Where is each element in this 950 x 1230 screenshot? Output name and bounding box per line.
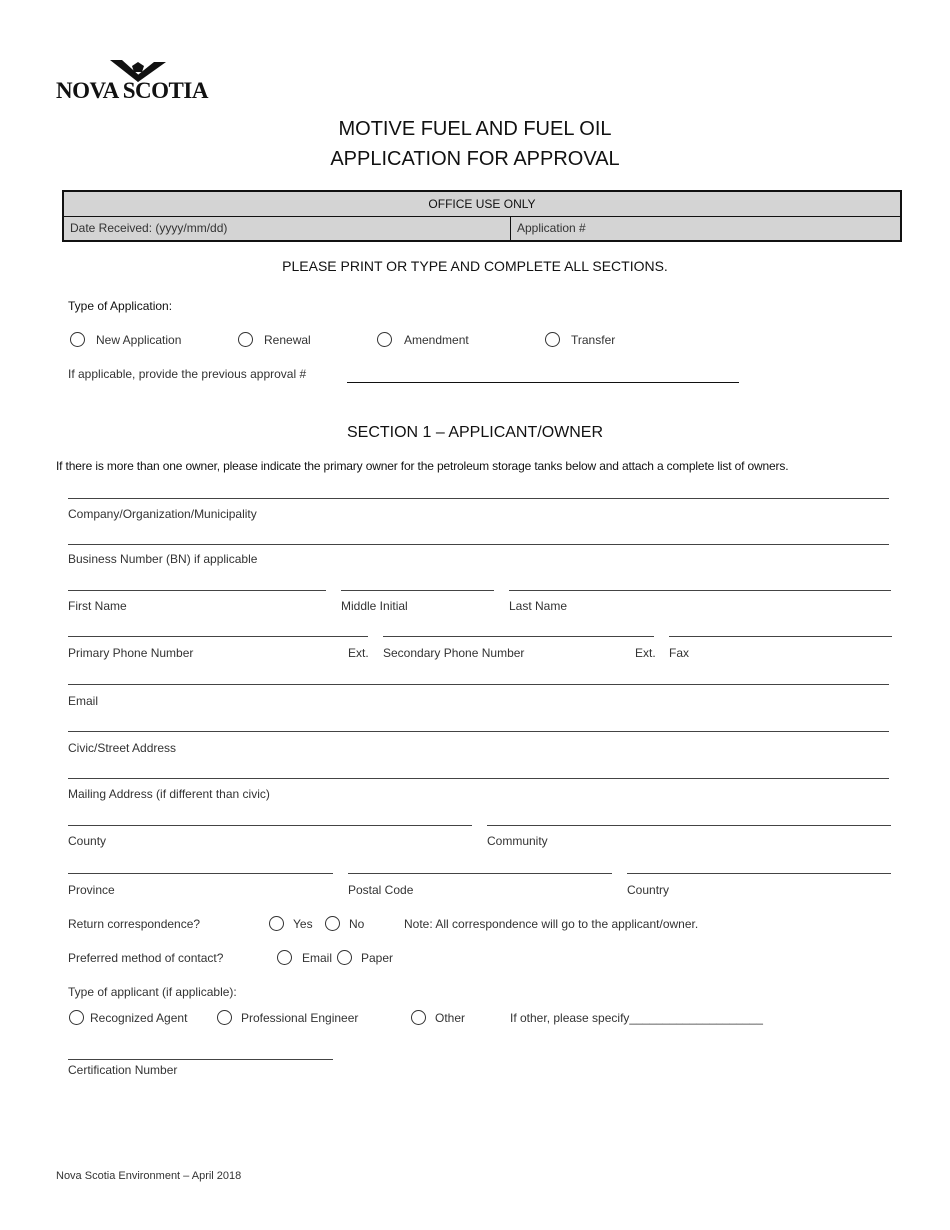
email-label: Email [68, 694, 99, 708]
radio-return-no[interactable] [325, 916, 340, 931]
form-title-line2: APPLICATION FOR APPROVAL [330, 148, 620, 170]
first-name-label: First Name [68, 599, 127, 613]
radio-contact-email[interactable] [277, 950, 292, 965]
footer-text: Nova Scotia Environment – April 2018 [56, 1170, 242, 1182]
last-name-label: Last Name [509, 599, 568, 613]
community-input[interactable] [487, 825, 891, 826]
mailing-address-label: Mailing Address (if different than civic) [68, 787, 270, 801]
form-title-line1: MOTIVE FUEL AND FUEL OIL [338, 118, 612, 140]
previous-approval-input[interactable] [347, 382, 739, 383]
company-label: Company/Organization/Municipality [68, 507, 257, 521]
previous-approval-label: If applicable, provide the previous approval # [68, 367, 307, 381]
postal-code-label: Postal Code [348, 883, 414, 897]
country-label: Country [627, 883, 670, 897]
civic-address-input[interactable] [68, 731, 889, 732]
business-number-input[interactable] [68, 544, 889, 545]
option-label-new-application: New Application [96, 333, 182, 347]
primary-phone-label: Primary Phone Number [68, 646, 194, 660]
province-input[interactable] [68, 873, 333, 874]
certification-number-input[interactable] [68, 1059, 333, 1060]
return-correspondence-label: Return correspondence? [68, 917, 201, 931]
option-label-transfer: Transfer [571, 333, 616, 347]
radio-new-application[interactable] [70, 332, 85, 347]
community-label: Community [487, 834, 548, 848]
radio-return-yes[interactable] [269, 916, 284, 931]
email-input[interactable] [68, 684, 889, 685]
preferred-contact-label: Preferred method of contact? [68, 951, 224, 965]
instructions-heading: PLEASE PRINT OR TYPE AND COMPLETE ALL SECTIONS. [282, 258, 668, 274]
correspondence-note: Note: All correspondence will go to the applicant/owner. [404, 917, 699, 931]
radio-recognized-agent[interactable] [69, 1010, 84, 1025]
option-label-contact-email: Email [302, 951, 333, 965]
radio-contact-paper[interactable] [337, 950, 352, 965]
secondary-phone-label: Secondary Phone Number [383, 646, 525, 660]
radio-other[interactable] [411, 1010, 426, 1025]
last-name-input[interactable] [509, 590, 891, 591]
section1-note: If there is more than one owner, please indicate the primary owner for the petroleum storage tanks below and attach a complete list of owners. [56, 459, 789, 473]
date-received-field[interactable]: Date Received: (yyyy/mm/dd) [70, 221, 228, 235]
fax-label: Fax [669, 646, 690, 660]
fax-input[interactable] [669, 636, 892, 637]
office-use-heading: OFFICE USE ONLY [64, 192, 900, 217]
secondary-phone-input[interactable] [383, 636, 654, 637]
radio-renewal[interactable] [238, 332, 253, 347]
business-number-label: Business Number (BN) if applicable [68, 552, 258, 566]
primary-phone-input[interactable] [68, 636, 368, 637]
nova-scotia-logo [56, 58, 226, 106]
option-label-return-no: No [349, 917, 365, 931]
option-label-professional-engineer: Professional Engineer [241, 1011, 359, 1025]
option-label-amendment: Amendment [404, 333, 469, 347]
certification-number-label: Certification Number [68, 1063, 178, 1077]
first-name-input[interactable] [68, 590, 326, 591]
radio-transfer[interactable] [545, 332, 560, 347]
option-label-renewal: Renewal [264, 333, 311, 347]
civic-address-label: Civic/Street Address [68, 741, 177, 755]
logo-text: NOVA SCOTIA [56, 78, 208, 103]
middle-initial-input[interactable] [341, 590, 494, 591]
postal-code-input[interactable] [348, 873, 612, 874]
ext-label-2: Ext. [635, 646, 656, 660]
mailing-address-input[interactable] [68, 778, 889, 779]
county-input[interactable] [68, 825, 472, 826]
company-input[interactable] [68, 498, 889, 499]
county-label: County [68, 834, 107, 848]
option-label-other: Other [435, 1011, 466, 1025]
province-label: Province [68, 883, 115, 897]
ext-label-1: Ext. [348, 646, 369, 660]
radio-professional-engineer[interactable] [217, 1010, 232, 1025]
option-label-contact-paper: Paper [361, 951, 394, 965]
other-specify-field[interactable]: If other, please specify____________________ [510, 1011, 763, 1025]
office-use-box [62, 190, 902, 242]
middle-initial-label: Middle Initial [341, 599, 408, 613]
option-label-return-yes: Yes [293, 917, 313, 931]
application-number-field[interactable]: Application # [517, 221, 586, 235]
radio-amendment[interactable] [377, 332, 392, 347]
application-type-label: Type of Application: [68, 299, 173, 313]
section1-heading: SECTION 1 – APPLICANT/OWNER [346, 424, 604, 441]
option-label-recognized-agent: Recognized Agent [90, 1011, 188, 1025]
applicant-type-label: Type of applicant (if applicable): [68, 985, 237, 999]
country-input[interactable] [627, 873, 891, 874]
